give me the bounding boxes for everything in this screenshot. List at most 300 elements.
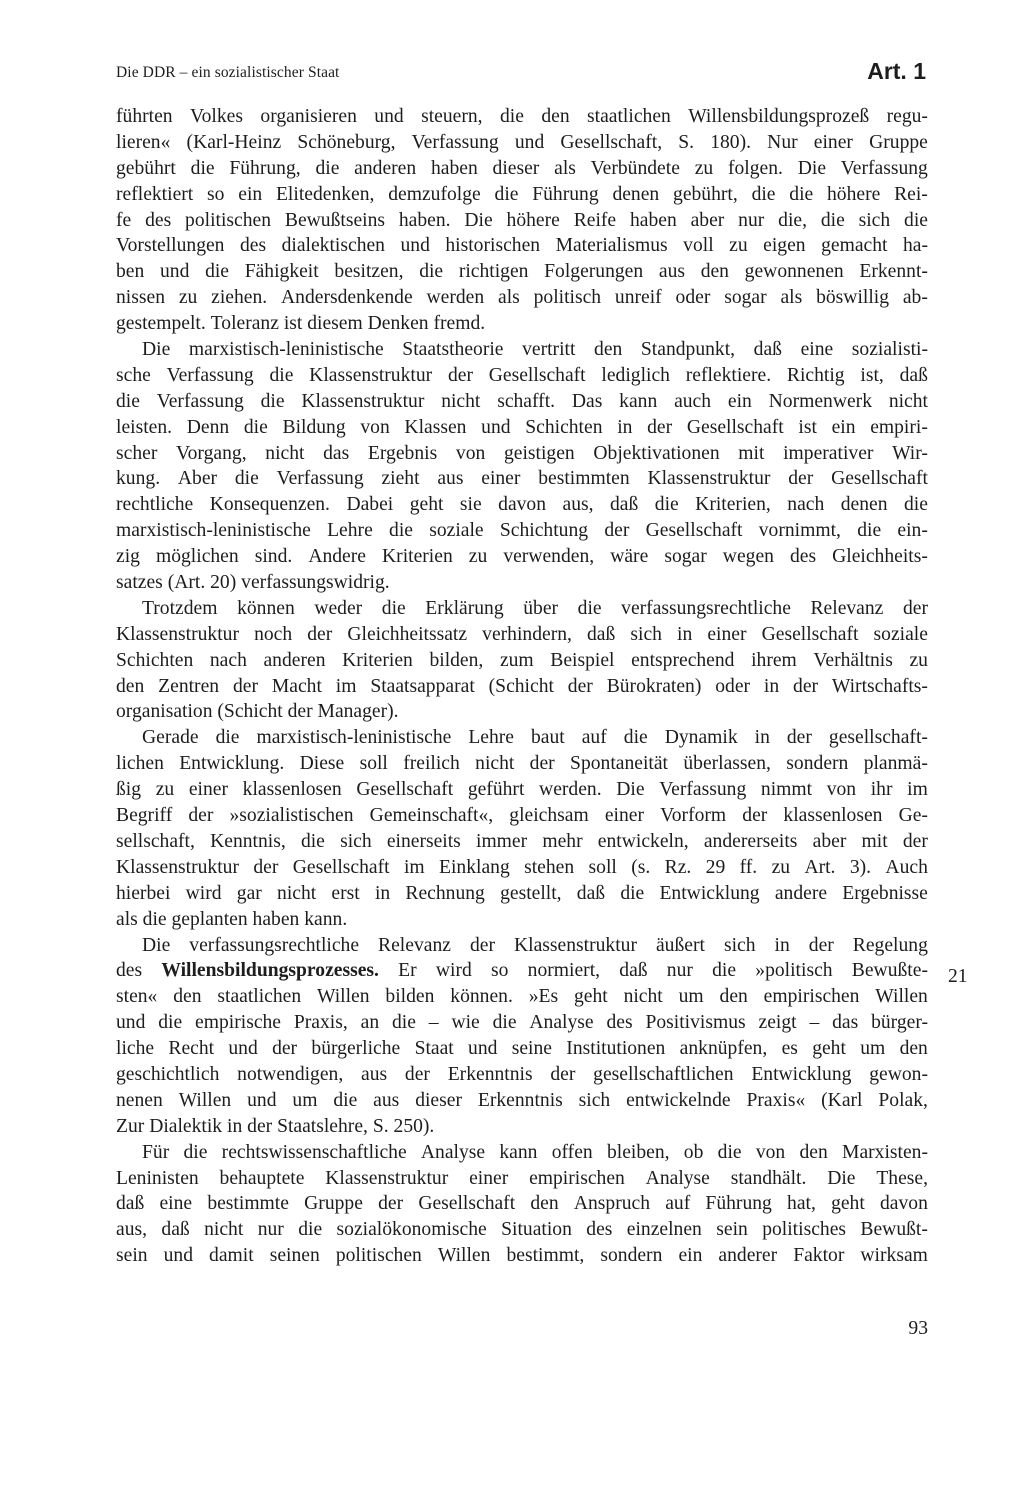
word: nicht	[204, 1219, 244, 1241]
word: Anspruch	[573, 1193, 651, 1215]
word: Führung	[705, 1193, 772, 1215]
word: bürger-	[871, 1012, 928, 1034]
word: soziale	[429, 520, 484, 542]
word: Gesellschaft	[761, 623, 859, 645]
word: nenen	[116, 1089, 163, 1111]
word: denen	[840, 494, 888, 516]
word: empirischen	[529, 1167, 625, 1189]
word: die	[315, 157, 340, 179]
word: Gesellschaft	[418, 1193, 516, 1215]
word: aus	[658, 261, 685, 283]
word: einer	[469, 1167, 509, 1189]
word: und	[116, 1012, 146, 1034]
word: geht	[831, 1193, 865, 1215]
word: politischen	[335, 1245, 422, 1267]
word: der	[902, 830, 928, 852]
word: der	[307, 623, 333, 645]
word: ein-	[897, 520, 928, 542]
word: »politisch	[755, 960, 833, 982]
word: gemacht	[821, 235, 888, 257]
word: eine	[159, 1193, 193, 1215]
paragraph	[116, 337, 928, 596]
word: das	[832, 1012, 859, 1034]
word: andererseits	[703, 830, 798, 852]
text-line	[116, 311, 928, 337]
word: Rechnung	[405, 882, 485, 904]
word: einzelnen	[626, 1219, 702, 1241]
word: der	[469, 934, 495, 956]
text-line	[116, 1191, 928, 1217]
word: und	[228, 1038, 258, 1060]
word: Volkes	[190, 106, 243, 127]
word: nissen	[116, 287, 165, 309]
word: bestimmten	[538, 468, 630, 490]
word: Konsequenzen.	[209, 494, 330, 516]
word: in	[677, 623, 693, 645]
word: marxistisch-leninistische	[256, 727, 452, 749]
word: 29	[705, 856, 726, 878]
word: sich	[340, 830, 372, 852]
word: Positivismus	[645, 1012, 746, 1034]
word: Die	[464, 209, 493, 231]
word: bürgerliche	[311, 1038, 401, 1060]
word: gesellschaftlichen	[593, 1063, 734, 1085]
word: die	[391, 1012, 416, 1034]
word: auf	[665, 1193, 691, 1215]
word: mehr	[542, 830, 583, 852]
word: Kriterien	[382, 546, 453, 568]
word: marxistisch-leninistische	[188, 339, 384, 361]
word: sein	[716, 1219, 748, 1241]
text-line	[116, 777, 928, 803]
word: fe	[116, 209, 132, 231]
word: anknüpfen,	[679, 1038, 768, 1060]
word: ihrem	[751, 649, 797, 671]
word: liche	[116, 1038, 155, 1060]
word: 3).	[849, 856, 872, 878]
word: seine	[511, 1038, 552, 1060]
word: voll	[683, 235, 714, 257]
word: Entwicklung	[659, 882, 760, 904]
word: nicht	[277, 882, 317, 904]
word: (Karl	[821, 1089, 863, 1111]
text-line	[116, 570, 928, 596]
word: einer	[481, 468, 521, 490]
word: marxistisch-leninistische	[116, 520, 311, 542]
word: staatlichen	[217, 986, 302, 1008]
word: S.	[372, 1115, 389, 1137]
word: haben	[252, 908, 300, 930]
word: Recht	[168, 1038, 215, 1060]
word: Spontaneität	[570, 753, 668, 775]
word: gar	[236, 882, 262, 904]
paragraph	[116, 104, 928, 337]
word: aber	[690, 209, 725, 231]
word: lediglich	[601, 364, 670, 386]
word: den	[173, 986, 202, 1008]
word: organisieren	[260, 106, 357, 127]
word: ff.	[739, 856, 758, 878]
word: in	[763, 675, 780, 697]
word: sten«	[116, 986, 158, 1008]
word: Fähigkeit	[244, 261, 319, 283]
word: sondern	[786, 753, 849, 775]
word: nicht	[623, 986, 663, 1008]
text-line	[116, 1062, 928, 1088]
word: verfassungsrechtliche	[189, 934, 360, 956]
word: Die	[797, 157, 827, 179]
word: aus,	[116, 1219, 148, 1241]
word: eine	[800, 339, 834, 361]
word: die	[269, 364, 294, 386]
word: lichen	[116, 753, 164, 775]
text-line	[116, 855, 928, 881]
word: im	[907, 779, 928, 801]
running-head: Die DDR – ein sozialistischer Staat	[116, 64, 340, 81]
text-line	[116, 182, 928, 208]
word: um	[678, 986, 704, 1008]
word: notwendigen,	[237, 1063, 344, 1085]
word: Kriterien	[342, 649, 413, 671]
text-line	[116, 596, 928, 622]
text-line	[116, 1140, 928, 1166]
word: schafft.	[497, 390, 556, 412]
word: nimmt	[760, 779, 813, 801]
word: nach	[209, 649, 247, 671]
word: Lehre	[468, 727, 514, 749]
word: böswillig	[816, 287, 890, 309]
word: auf	[581, 727, 607, 749]
word: geht	[409, 494, 444, 516]
word: Klassenstruktur	[301, 390, 425, 412]
word: werden	[426, 287, 485, 309]
word: Nur	[767, 131, 798, 153]
word: soll	[588, 856, 617, 878]
word: die	[820, 209, 845, 231]
word: der	[793, 675, 819, 697]
word: höhere	[827, 183, 881, 205]
word: der	[188, 805, 214, 827]
word: gleichsam	[509, 805, 589, 827]
text-line	[116, 259, 928, 285]
text-line	[116, 984, 928, 1010]
word: daß	[753, 339, 782, 361]
word: Willensbildungsprozeß	[688, 106, 870, 127]
word: Wirtschafts-	[831, 675, 928, 697]
word: Staatslehre,	[277, 1115, 368, 1137]
word: Verfassung	[659, 779, 747, 801]
word: daß	[610, 494, 639, 516]
word: wird	[185, 882, 222, 904]
word: Reife	[573, 209, 617, 231]
word: Verfassung	[411, 131, 499, 153]
word: Lehre	[327, 520, 373, 542]
text-line	[116, 208, 928, 234]
word: Willen	[178, 1089, 232, 1111]
word: geplanten	[171, 908, 248, 930]
word: in	[774, 934, 790, 956]
text-line	[116, 674, 928, 700]
word: kann	[619, 390, 658, 412]
word: behauptete	[219, 1167, 305, 1189]
word: einer	[707, 623, 747, 645]
word: nur	[257, 1219, 284, 1241]
word: Gemeinschaft«,	[369, 805, 494, 827]
word: Gesellschaft,	[560, 131, 663, 153]
word: möglichen	[155, 546, 239, 568]
word: nur	[666, 960, 693, 982]
word: sich	[723, 934, 756, 956]
word: davon	[498, 494, 547, 516]
word: bleiben,	[606, 1141, 670, 1163]
text-line	[116, 441, 928, 467]
word: Gerade	[142, 727, 199, 749]
word: Verbündete	[590, 157, 680, 179]
word: Zur	[116, 1115, 145, 1137]
text-line	[116, 415, 928, 441]
word: Das	[571, 390, 603, 412]
word: empirischen	[763, 986, 860, 1008]
word: sein	[116, 1245, 148, 1267]
word: die,	[778, 209, 807, 231]
word: ein	[678, 1245, 703, 1267]
word: zu	[468, 546, 488, 568]
word: die	[789, 183, 814, 205]
word: Verfassung	[166, 364, 254, 386]
paragraph	[116, 933, 928, 1140]
word: Kriterien,	[695, 494, 771, 516]
word: Willen	[437, 1245, 491, 1267]
word: als	[554, 157, 576, 179]
word: bestimmt,	[506, 1245, 585, 1267]
text-line	[116, 622, 928, 648]
word: des	[239, 235, 267, 257]
text-line	[116, 156, 928, 182]
word: ab-	[902, 287, 928, 309]
word: Klassen	[404, 416, 467, 438]
word: politisches	[762, 1219, 847, 1241]
word: standhält.	[730, 1167, 807, 1189]
word: 250).	[393, 1115, 435, 1137]
word: nicht	[475, 753, 515, 775]
word: Andere	[308, 546, 366, 568]
word: wäre	[610, 546, 649, 568]
word: besitzen,	[334, 261, 404, 283]
word: die	[234, 468, 259, 490]
word: führten	[116, 106, 173, 127]
text-line	[116, 518, 928, 544]
text-line	[116, 1217, 928, 1243]
word: Die	[827, 1167, 856, 1189]
word: Regelung	[852, 934, 928, 956]
word: Einklang	[439, 856, 510, 878]
word: der	[529, 753, 555, 775]
word: klassenlosen	[783, 805, 883, 827]
word: Staatsapparat	[370, 675, 475, 697]
word: daß	[116, 1193, 145, 1215]
word: verfassungsrechtliche	[621, 597, 791, 619]
word: Ergebnis	[367, 442, 438, 464]
word: verfassungswidrig.	[241, 572, 390, 594]
word: Macht	[271, 675, 322, 697]
word: Zentren	[158, 675, 220, 697]
word: sche	[116, 364, 151, 386]
word: oder	[715, 675, 751, 697]
word: sie	[459, 494, 482, 516]
word: freilich	[403, 753, 460, 775]
word: Analyse	[529, 1012, 594, 1034]
word: imperativer	[783, 442, 874, 464]
word: zu	[729, 235, 748, 257]
word: die	[419, 261, 444, 283]
text-line	[116, 1243, 928, 1269]
word: Trotzdem	[142, 597, 218, 619]
word: Gesellschaft	[686, 416, 784, 438]
word: den	[594, 339, 623, 361]
word: ziehen.	[211, 287, 268, 309]
word: in	[227, 1115, 243, 1137]
text-line	[116, 803, 928, 829]
word: die	[333, 1089, 358, 1111]
word: werden.	[539, 779, 602, 801]
word: ob	[683, 1141, 704, 1163]
word: zu	[694, 157, 714, 179]
word: historischen	[445, 235, 541, 257]
word: der	[287, 701, 313, 723]
word: die	[116, 390, 140, 412]
word: dieser	[415, 1089, 462, 1111]
word: bestimmte	[207, 1193, 289, 1215]
word: »Es	[528, 986, 559, 1008]
word: Bewußte-	[851, 960, 928, 982]
word: Begriff	[116, 805, 173, 827]
word: damit	[209, 1245, 254, 1267]
margin-number: 21	[948, 966, 968, 987]
word: Gleichheits-	[832, 546, 928, 568]
word: der	[647, 416, 673, 438]
word: sellschaft,	[116, 830, 195, 852]
text-line	[116, 699, 928, 725]
word: um	[292, 1089, 318, 1111]
word: Bewußtseins	[284, 209, 386, 231]
word: Leninisten	[116, 1167, 199, 1189]
word: den	[116, 675, 145, 697]
word: folgen.	[727, 157, 783, 179]
word: kung.	[116, 468, 161, 490]
word: wie	[451, 1012, 480, 1034]
word: Willensbildungsprozesses.	[161, 960, 379, 982]
word: Gesellschaft	[645, 520, 743, 542]
word: die	[381, 597, 406, 619]
word: reflektiere.	[685, 364, 772, 386]
word: verwenden,	[503, 546, 595, 568]
word: und	[481, 416, 511, 438]
word: anderen	[354, 157, 417, 179]
word: satzes	[116, 572, 163, 594]
word: Gesellschaft	[831, 468, 928, 490]
word: Relevanz	[378, 934, 451, 956]
word: so	[491, 960, 509, 982]
word: empiri-	[870, 416, 928, 438]
word: sogar	[724, 287, 767, 309]
word: Praxis,	[293, 1012, 348, 1034]
word: sind.	[254, 546, 293, 568]
word: Klassenstruktur	[513, 934, 637, 956]
word: vertritt	[522, 339, 576, 361]
word: geschichtlich	[116, 1063, 220, 1085]
word: des	[586, 1219, 613, 1241]
text-line	[116, 1166, 928, 1192]
text-line	[116, 1036, 928, 1062]
text-line	[116, 285, 928, 311]
word: einer	[188, 779, 228, 801]
word: Verfassung	[840, 157, 928, 179]
text-line	[116, 389, 928, 415]
word: die	[717, 1141, 742, 1163]
word: immer	[476, 830, 528, 852]
word: den	[700, 261, 729, 283]
word: die	[389, 520, 413, 542]
word: in	[754, 727, 770, 749]
word: von	[360, 416, 390, 438]
word: die	[904, 494, 928, 516]
word: die	[190, 157, 215, 179]
word: Schichtung	[499, 520, 589, 542]
word: ist	[283, 313, 303, 335]
word: weder	[314, 597, 363, 619]
word: Klassenstruktur	[647, 468, 771, 490]
word: gebührt,	[673, 183, 738, 205]
word: der	[272, 1038, 298, 1060]
word: Erkenntnis	[477, 1089, 563, 1111]
word: der	[447, 364, 473, 386]
word: Entwicklung.	[179, 753, 285, 775]
word: normiert,	[527, 960, 601, 982]
word: Willen	[317, 986, 370, 1008]
word: und	[514, 131, 545, 153]
word: andere	[774, 882, 828, 904]
word: Dabei	[346, 494, 394, 516]
word: daß	[619, 960, 648, 982]
word: die	[142, 908, 167, 930]
word: (Schicht	[488, 675, 554, 697]
word: ßig	[116, 779, 142, 801]
word: geht	[812, 1038, 846, 1060]
word: planmä-	[863, 753, 928, 775]
word: stehen	[524, 856, 575, 878]
word: aus	[373, 1089, 400, 1111]
text-line	[116, 648, 928, 674]
word: Normenwerk	[768, 390, 872, 412]
word: Die	[142, 934, 171, 956]
word: die	[751, 183, 776, 205]
word: Standpunkt,	[640, 339, 736, 361]
word: nicht	[888, 390, 928, 412]
word: daß	[899, 364, 928, 386]
word: die	[577, 597, 602, 619]
word: ben	[116, 261, 145, 283]
word: geht	[573, 986, 608, 1008]
paragraph	[116, 1140, 928, 1269]
word: seinen	[269, 1245, 320, 1267]
word: leisten.	[116, 416, 173, 438]
word: Verfassung	[276, 468, 364, 490]
word: Gleichheitssatz	[347, 623, 468, 645]
word: gewonnenen	[744, 261, 844, 283]
word: nach	[787, 494, 825, 516]
word: regu-	[886, 106, 928, 127]
word: Führung,	[229, 157, 301, 179]
